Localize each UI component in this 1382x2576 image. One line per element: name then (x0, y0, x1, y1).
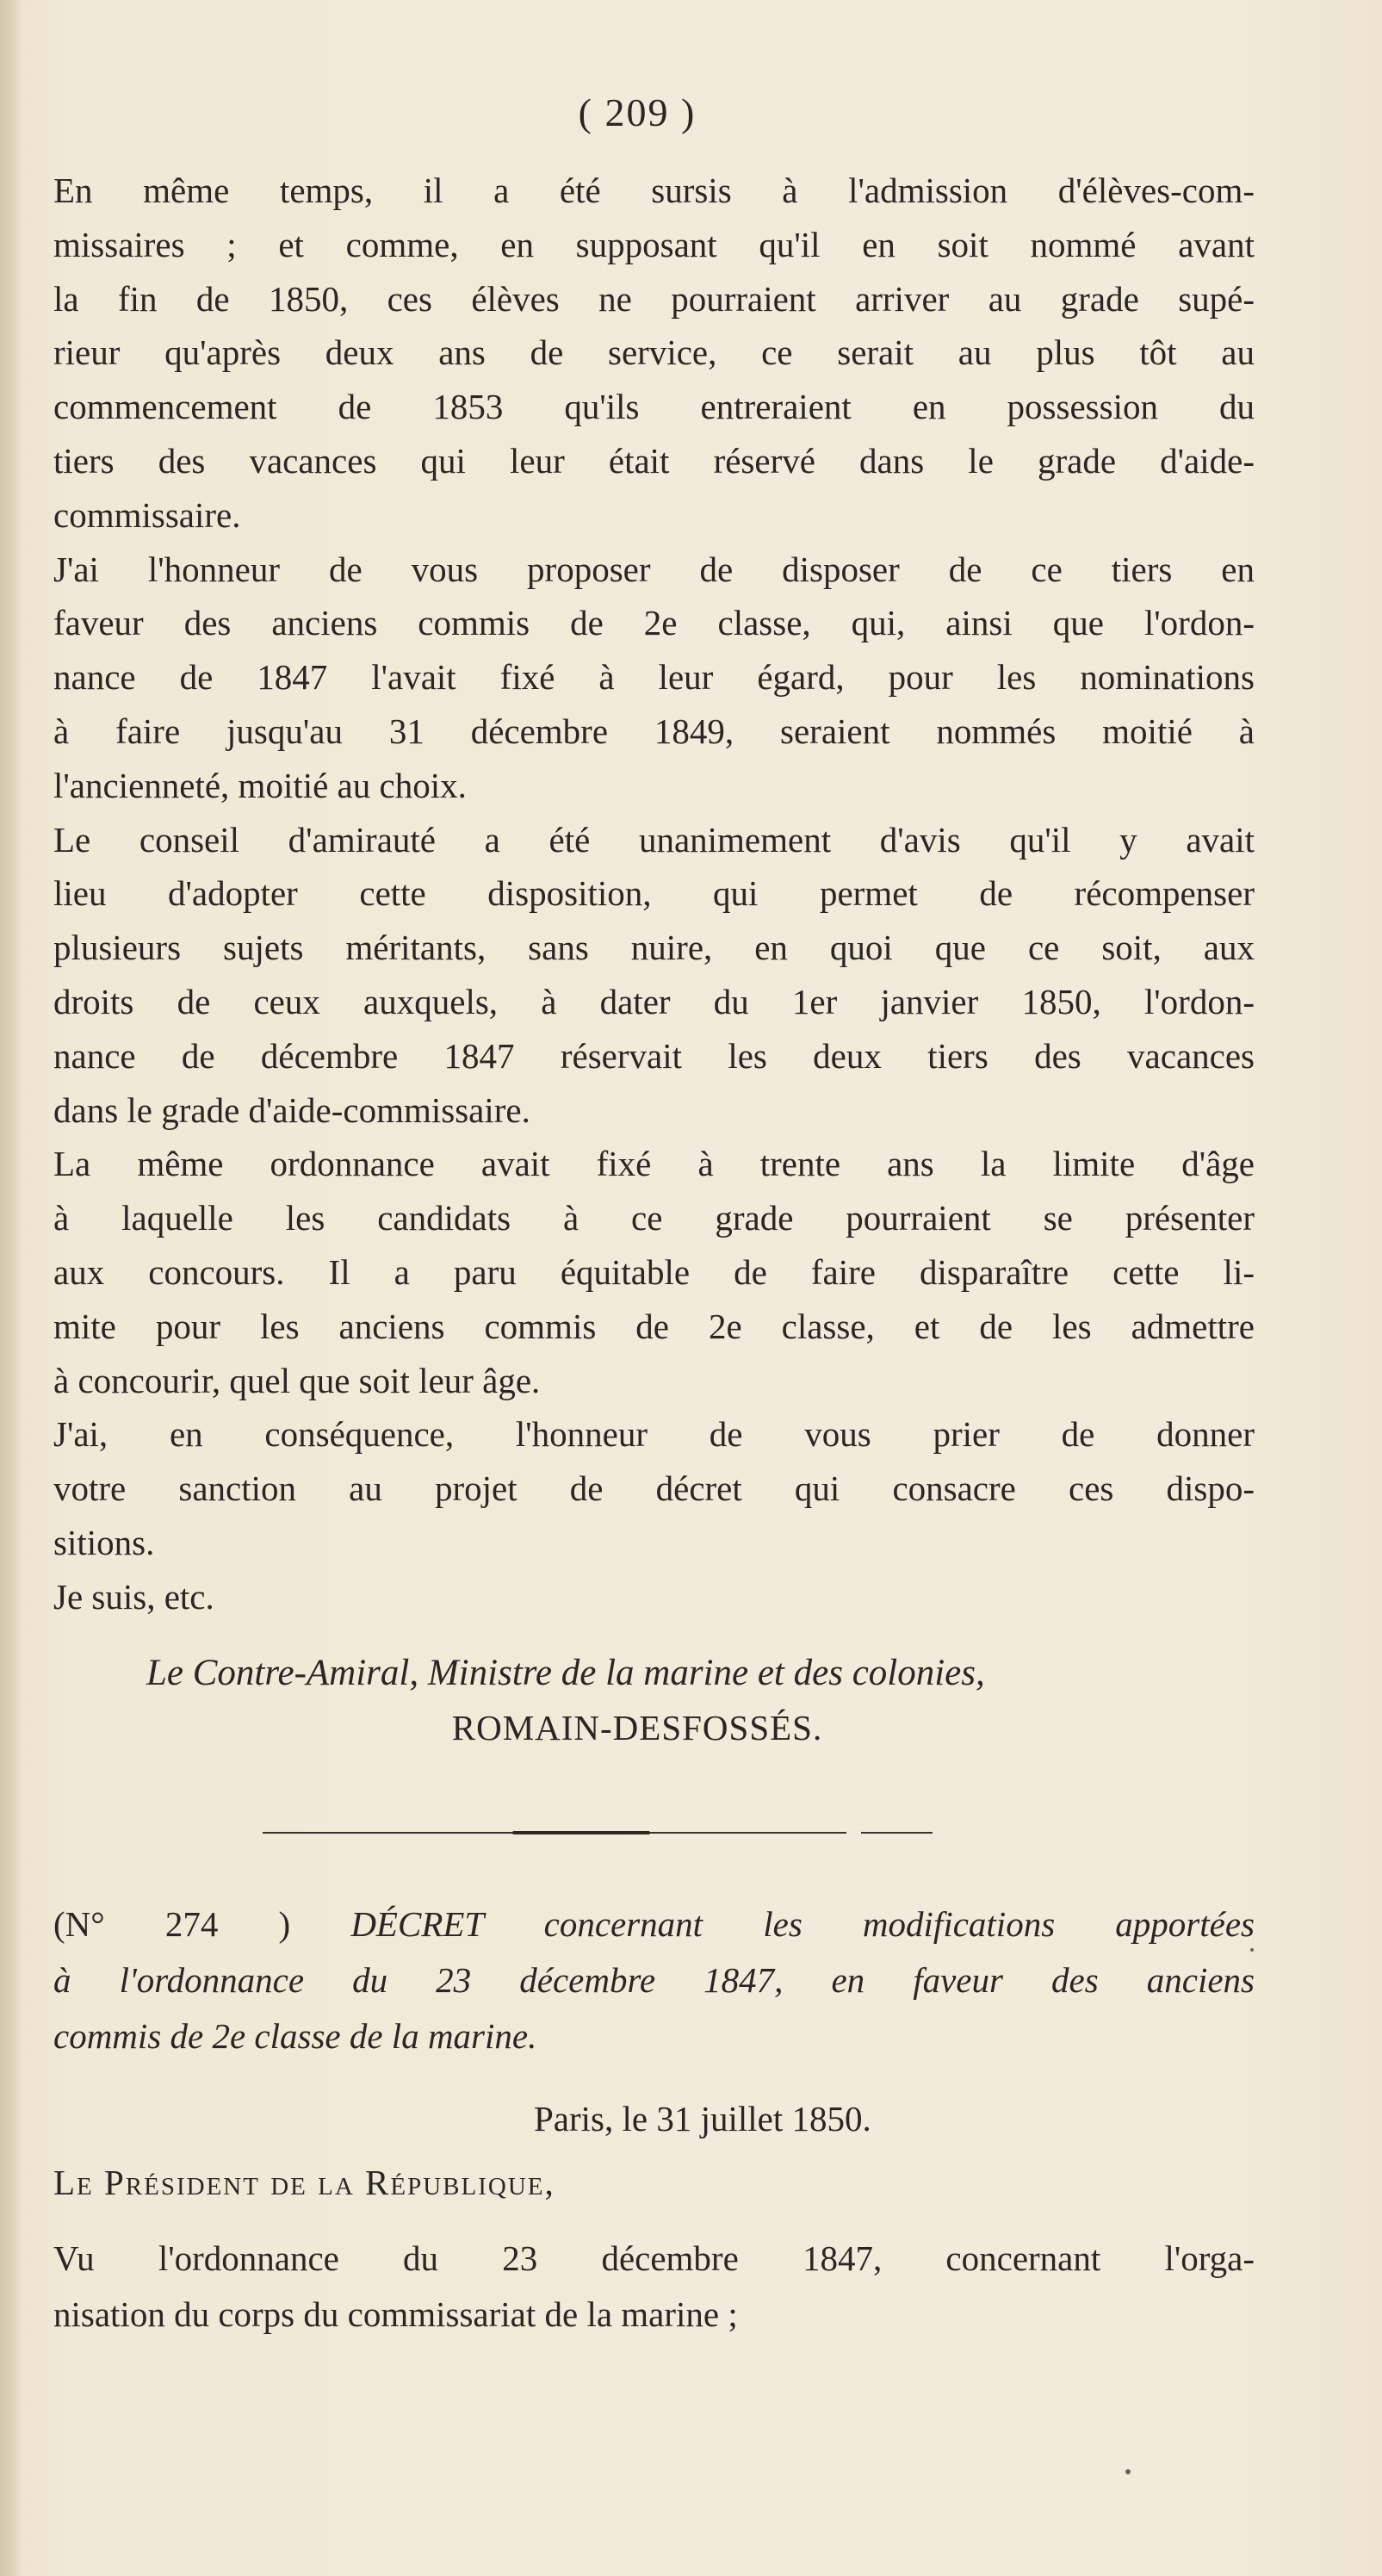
text-line: la fin de 1850, ces élèves ne pourraient arriver au grade supé- (53, 278, 1255, 319)
page-gutter-shadow (0, 0, 22, 2576)
decree-number: (N° 274 ) (53, 1904, 291, 1944)
text-line: à laquelle les candidats à ce grade pourraient se présenter (53, 1198, 1255, 1238)
text-line: J'ai, en conséquence, l'honneur de vous prier de donner (53, 1414, 1255, 1455)
recital-line: Vu l'ordonnance du 23 décembre 1847, concernant l'orga- (53, 2238, 1255, 2278)
closing-formula: Je suis, etc. (53, 1576, 214, 1617)
text-line: lieu d'adopter cette disposition, qui permet de récompenser (53, 873, 1255, 914)
divider-swell (512, 1831, 650, 1834)
text-line: à faire jusqu'au 31 décembre 1849, seraient nommés moitié à (53, 711, 1255, 751)
decree-heading-line (53, 1896, 1255, 1952)
page-number: ( 209 ) (578, 90, 697, 134)
text-line: sitions. (53, 1522, 155, 1562)
text-line: aux concours. Il a paru équitable de faire disparaître cette li- (53, 1251, 1255, 1292)
text-line: votre sanction au projet de décret qui consacre ces dispo- (53, 1468, 1255, 1509)
paper-speck (1250, 1948, 1254, 1952)
decree-recital (53, 2231, 1255, 2343)
paper-speck (1125, 2469, 1131, 2474)
text-line: faveur des anciens commis de 2e classe, qui, ainsi que l'ordon- (53, 603, 1255, 643)
text-line: nance de 1847 l'avait fixé à leur égard, pour les nominations (53, 657, 1255, 698)
text-line: J'ai l'honneur de vous proposer de disposer de ce tiers en (53, 549, 1255, 589)
decree-place-date: Paris, le 31 juillet 1850. (534, 2099, 871, 2138)
text-line: nance de décembre 1847 réservait les deux tiers des vacances (53, 1035, 1255, 1076)
text-line: rieur qu'après deux ans de service, ce serait au plus tôt au (53, 332, 1255, 373)
paragraph-3 (53, 813, 1255, 1138)
text-line: missaires ; et comme, en supposant qu'il en soit nommé avant (53, 224, 1255, 264)
divider-tail (861, 1832, 933, 1834)
text-line: commissaire. (53, 494, 241, 535)
decree-heading-line: commis de 2e classe de la marine. (53, 2016, 537, 2056)
paragraph-1 (53, 164, 1255, 543)
text-line: Le conseil d'amirauté a été unanimement d'avis qu'il y avait (53, 819, 1255, 860)
text-line: mite pour les anciens commis de 2e classe, et de les admettre (53, 1306, 1255, 1346)
text-line: à concourir, quel que soit leur âge. (53, 1360, 541, 1400)
text-line: tiers des vacances qui leur était réservé dans le grade d'aide- (53, 440, 1255, 481)
paragraph-4 (53, 1137, 1255, 1407)
signatory-name: ROMAIN-DESFOSSÉS. (451, 1708, 823, 1747)
recital-line: nisation du corps du commissariat de la marine ; (53, 2294, 738, 2334)
signatory-title: Le Contre-Amiral, Ministre de la marine et des colonies, (146, 1653, 985, 1693)
text-line: droits de ceux auxquels, à dater du 1er janvier 1850, l'ordon- (53, 981, 1255, 1021)
decree-heading (53, 1896, 1255, 2064)
text-line: l'ancienneté, moitié au choix. (53, 765, 467, 805)
text-line: La même ordonnance avait fixé à trente ans la limite d'âge (53, 1144, 1255, 1184)
text-line: dans le grade d'aide-commissaire. (53, 1089, 530, 1130)
text-line: plusieurs sujets méritants, sans nuire, en quoi que ce soit, aux (53, 928, 1255, 968)
paragraph-2 (53, 543, 1255, 813)
paragraph-5 (53, 1407, 1255, 1569)
decree-title: DÉCRET concernant les modifications apportées (350, 1904, 1255, 1944)
report-body (53, 164, 1255, 1624)
text-line: commencement de 1853 qu'ils entreraient en possession du (53, 387, 1255, 427)
decree-enacting-authority: Le Président de la République, (53, 2163, 555, 2202)
section-divider (263, 1831, 933, 1834)
decree-heading-line: à l'ordonnance du 23 décembre 1847, en faveur des anciens (53, 1960, 1255, 2000)
text-line: En même temps, il a été sursis à l'admission d'élèves-com- (53, 171, 1255, 210)
